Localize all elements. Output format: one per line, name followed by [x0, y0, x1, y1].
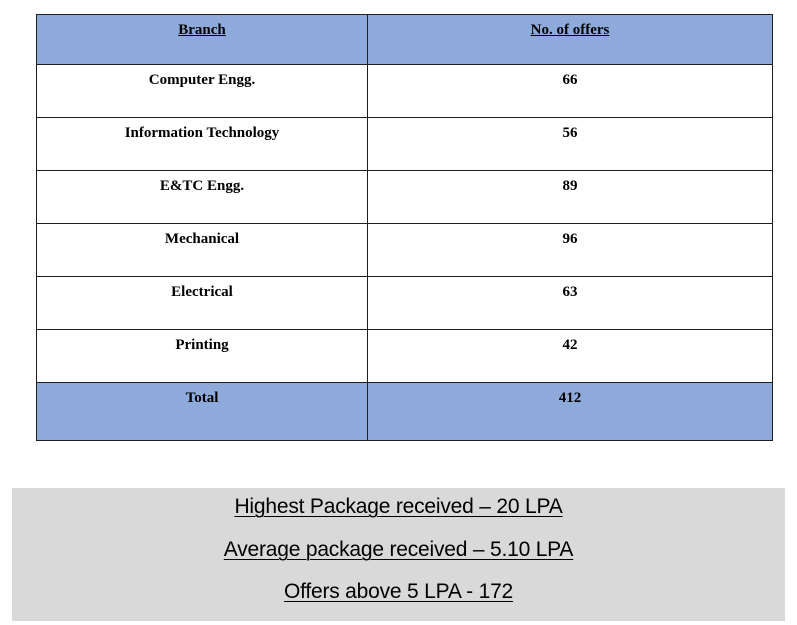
offers-cell: 42 — [368, 330, 773, 383]
offers-above-5lpa-text: Offers above 5 LPA - 172 — [283, 580, 514, 603]
total-offers: 412 — [368, 383, 773, 441]
table-row — [37, 224, 773, 277]
table-row — [37, 171, 773, 224]
package-summary-box — [12, 488, 785, 621]
offers-cell: 89 — [368, 171, 773, 224]
offers-cell: 96 — [368, 224, 773, 277]
total-row — [37, 383, 773, 441]
branch-cell: Printing — [37, 330, 368, 383]
branch-cell: Information Technology — [37, 118, 368, 171]
total-label: Total — [37, 383, 368, 441]
average-package-text: Average package received – 5.10 LPA — [223, 538, 574, 561]
table-row — [37, 65, 773, 118]
table-row — [37, 330, 773, 383]
table-row — [37, 277, 773, 330]
branch-cell: Mechanical — [37, 224, 368, 277]
offers-cell: 63 — [368, 277, 773, 330]
branch-cell: E&TC Engg. — [37, 171, 368, 224]
branch-cell: Electrical — [37, 277, 368, 330]
table-header-row — [37, 15, 773, 65]
table-row — [37, 118, 773, 171]
branch-column-header: Branch — [37, 15, 368, 65]
offers-cell: 56 — [368, 118, 773, 171]
placement-offers-table — [36, 14, 773, 441]
branch-cell: Computer Engg. — [37, 65, 368, 118]
offers-cell: 66 — [368, 65, 773, 118]
offers-column-header: No. of offers — [368, 15, 773, 65]
highest-package-text: Highest Package received – 20 LPA — [234, 495, 563, 518]
